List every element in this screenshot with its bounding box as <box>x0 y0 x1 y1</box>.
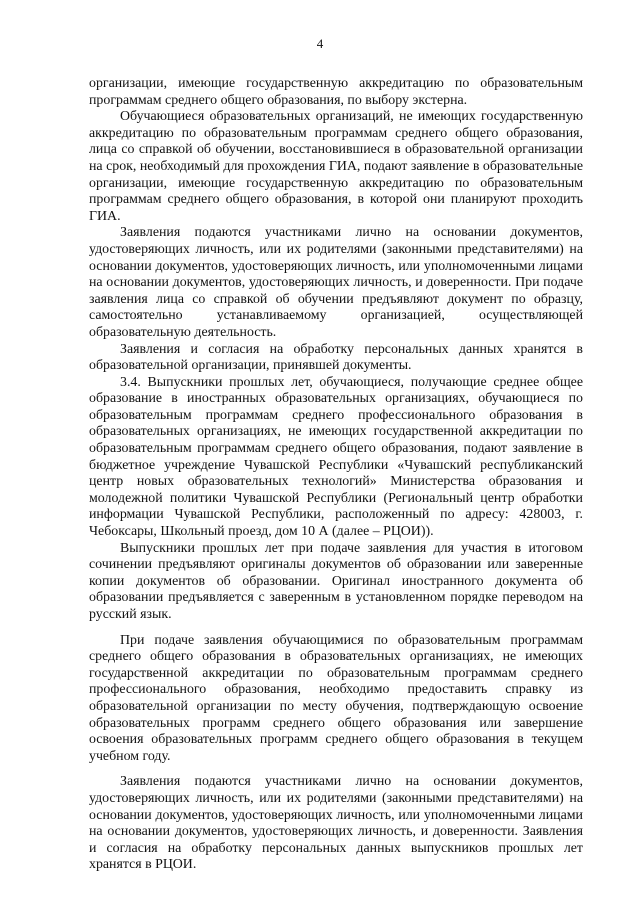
document-body <box>89 76 583 874</box>
paragraph-final-essay-documents: Выпускники прошлых лет при подаче заявления для участия в итоговом сочинении предъявляют оригиналы документов об образовании или заверенные копии документов об образовании. Оригинал иностранного документа об образовании предъявляется с заверенным в установленном порядке переводом на русский язык. <box>89 540 583 622</box>
paragraph-storage-of-applications: Заявления и согласия на обработку персональных данных хранятся в образовательной организации, принявшей документы. <box>89 341 583 374</box>
paragraph-continuation: организации, имеющие государственную аккредитацию по образовательным программам среднего общего образования, по выбору экстерна. <box>89 76 583 108</box>
paragraph-submission-in-person: Заявления подаются участниками лично на основании документов, удостоверяющих личность, или их родителями (законными представителями) на основании документов, удостоверяющих личность, или уполномоченными лицами на основании документов, удостоверяющих личность, и доверенности. При подаче заявления лица со справкой об обучении предъявляют документ по образцу, самостоятельно устанавливаемому организацией, осуществляющей образовательную деятельность. <box>89 225 583 340</box>
paragraph-unaccredited-students: Обучающиеся образовательных организаций, не имеющих государственную аккредитацию по образовательным программам среднего общего образования, лица со справкой об обучении, восстановившиеся в образовательной организации на срок, необходимый для прохождения ГИА, подают заявление в образовательные организации, имеющие государственную аккредитацию по образовательным программам среднего общего образования, в которой они планируют проходить ГИА. <box>89 109 583 224</box>
paragraph-submission-rcoi: Заявления подаются участниками лично на основании документов, удостоверяющих личность, или их родителями (законными представителями) на основании документов, удостоверяющих личность, или уполномоченными лицами на основании документов, удостоверяющих личность, и доверенности. Заявления и согласия на обработку персональных данных выпускников прошлых лет хранятся в РЦОИ. <box>89 774 583 873</box>
paragraph-3-4-graduates: 3.4. Выпускники прошлых лет, обучающиеся, получающие среднее общее образование в иностранных образовательных организациях, обучающиеся по образовательным программам среднего профессионального образования в образовательных организациях, не имеющих государственной аккредитации по образовательным программам среднего общего образования, подают заявление в бюджетное учреждение Чувашской Республики «Чувашский республиканский центр новых образовательных технологий» Министерства образования и молодежной политики Чувашской Республики (Региональный центр обработки информации Чувашской Республики, расположенный по адресу: 428003, г. Чебоксары, Школьный проезд, дом 10 А (далее – РЦОИ)). <box>89 374 583 540</box>
paragraph-vocational-students: При подаче заявления обучающимися по образовательным программам среднего общего образования в образовательных организациях, не имеющих государственной аккредитации по образовательным программам среднего профессионального образования, необходимо предоставить справку из образовательной организации по месту обучения, подтверждающую освоение образовательных программ среднего общего образования или завершение освоения образовательных программ среднего общего образования в текущем учебном году. <box>89 632 583 764</box>
page-number: 4 <box>316 36 324 51</box>
